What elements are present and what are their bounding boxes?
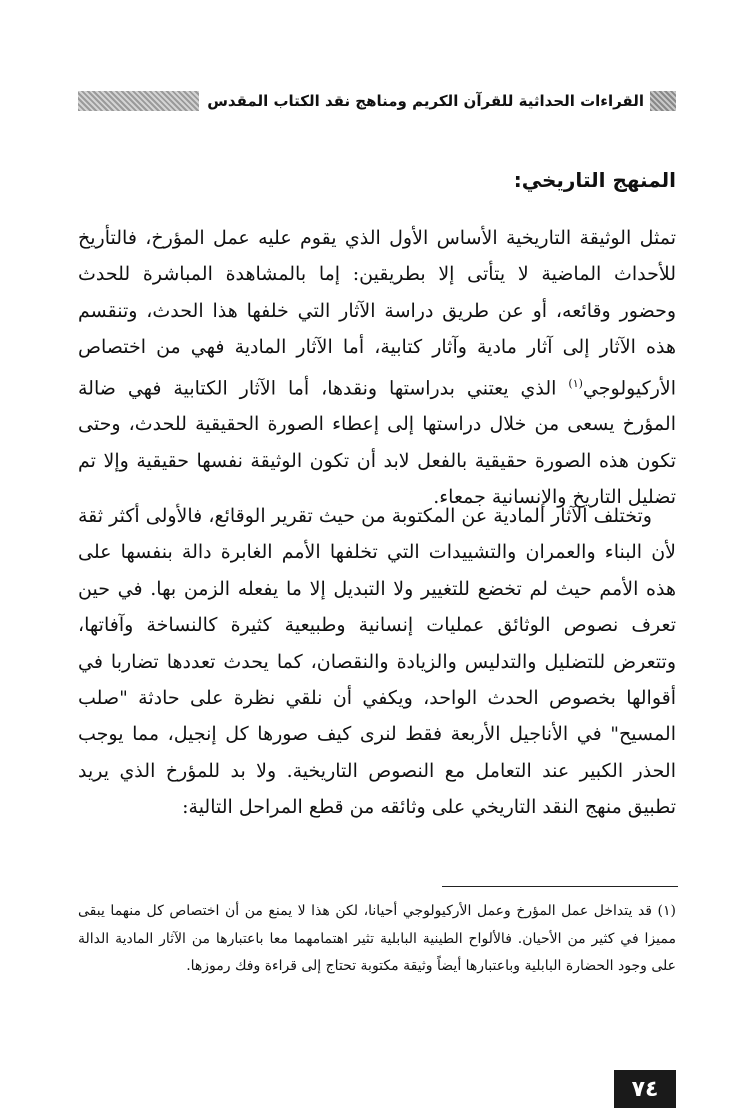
paragraph-2: وتختلف الآثار المادية عن المكتوبة من حيث تقرير الوقائع، فالأولى أكثر ثقة لأن البناء والعمران والتشييدات التي تخلفها الأمم الغابرة دالة بنفسها على هذه الأمم حيث لم تخضع للتغيير ولا التبديل إلا ما يفعله الزمن بها. في حين تعرف نصوص الوثائق عمليات إنسانية وطبيعية كثيرة كالنساخة وآفاتها، وتتعرض للتضليل والتدليس والزيادة والنقصان، كما يحدث تعددها تضاربا في أقوالها بخصوص الحدث الواحد، ويكفي أن نلقي نظرة على حادثة "صلب المسيح" في الأناجيل الأربعة فقط لنرى كيف صورها كل إنجيل، مما يوجب الحذر الكبير عند التعامل مع النصوص التاريخية. ولا بد للمؤرخ الذي يريد تطبيق منهج النقد التاريخي على وثائقه من قطع المراحل التالية: (78, 505, 676, 819)
footnote: (١) قد يتداخل عمل المؤرخ وعمل الأركيولوجي أحيانا، لكن هذا لا يمنع من أن اختصاص كل منهما يبقى مميزا في كثير من الأحيان. فالألواح الطينية البابلية تثير اهتمامهما معا باعتبارها من الآثار المادية الدالة على وجود الحضارة البابلية وباعتبارها أيضاً وثيقة مكتوبة تحتاج إلى قراءة وفك رموزها. (78, 903, 676, 975)
running-header-title: القراءات الحداثية للقرآن الكريم ومناهج نقد الكتاب المقدس (207, 92, 644, 110)
paragraph-1 (78, 220, 676, 516)
running-header (78, 88, 676, 114)
paragraph-1-text-start: تمثل الوثيقة التاريخية الأساس الأول الذي يقوم عليه عمل المؤرخ، فالتأريخ للأحداث الماضية لا يتأتى إلا بطريقين: إما بالمشاهدة المباشرة للحدث وحضور وقائعه، أو عن طريق دراسة الآثار التي خلفها هذا الحدث، وتنقسم هذه الآثار إلى آثار مادية وآثار كتابية، أما الآثار المادية فهي من اختصاص الأركيولوجي (78, 227, 676, 399)
header-ornament-bar (650, 91, 676, 111)
footnote-separator (442, 886, 678, 887)
header-hatched-stripe (78, 91, 199, 111)
footnote-reference: (١) (568, 376, 583, 390)
section-heading: المنهج التاريخي: (513, 168, 676, 192)
paragraph-1-text-end: الذي يعتني بدراستها ونقدها، أما الآثار الكتابية فهي ضالة المؤرخ يسعى من خلال دراستها إلى إعطاء الصورة الحقيقية للحدث، وحتى تكون هذه الصورة حقيقية بالفعل لابد أن تكون الوثيقة نفسها حقيقية وإلا تم تضليل التاريخ والإنسانية جمعاء. (78, 376, 676, 509)
page-number: ٧٤ (614, 1070, 676, 1108)
